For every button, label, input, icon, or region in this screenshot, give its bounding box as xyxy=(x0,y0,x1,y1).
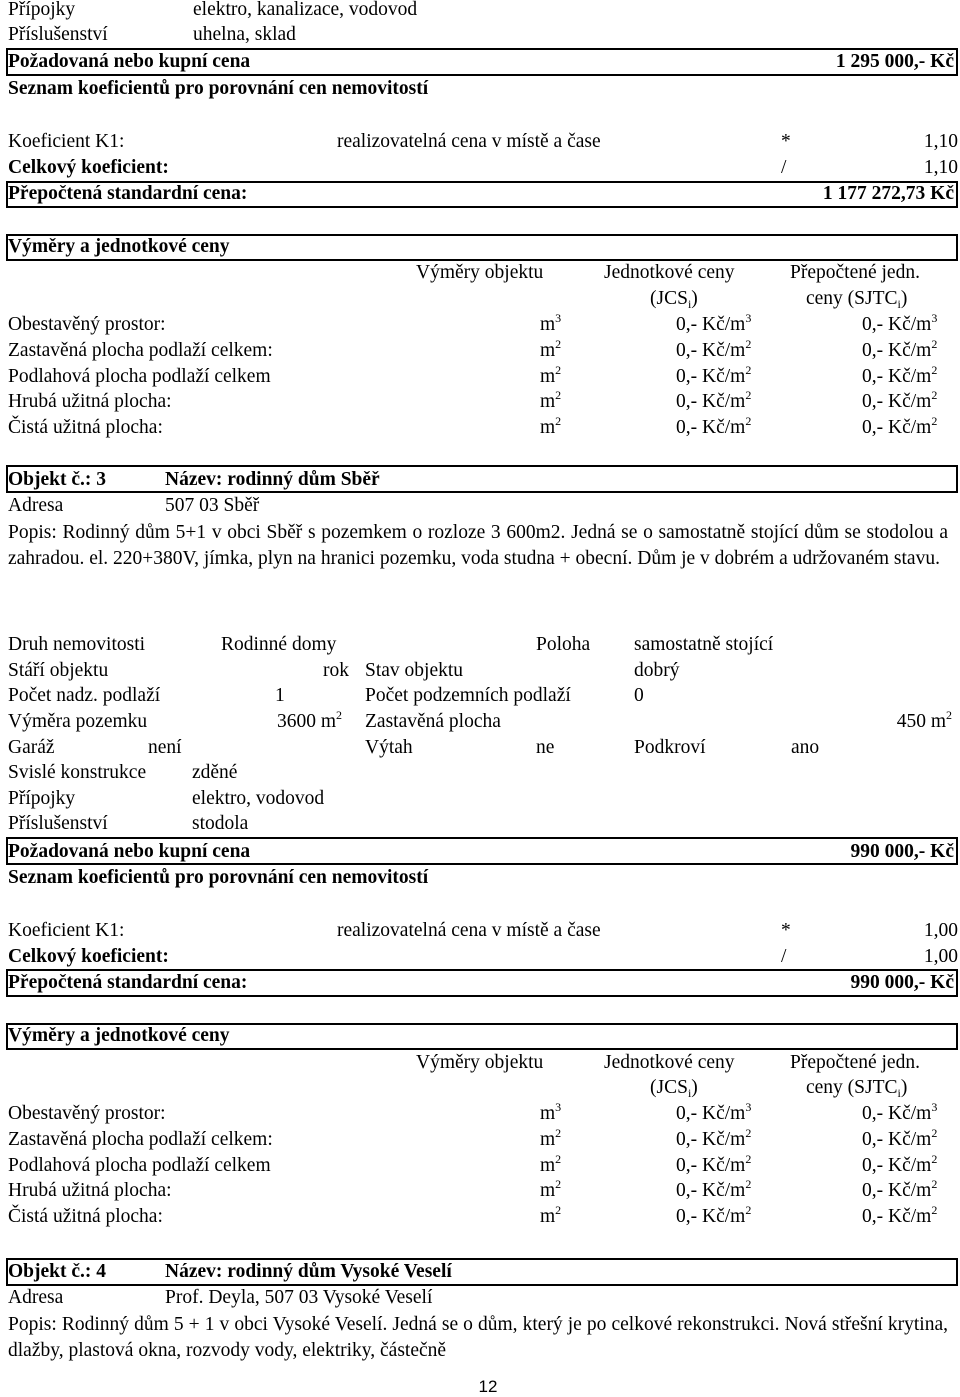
seznam-koeficientu-title: Seznam koeficientů pro porovnání cen nemovitostí xyxy=(8,867,429,888)
divider xyxy=(6,206,958,208)
row-jcs: 0,- $Kč/m^3$ xyxy=(676,311,752,335)
objekt-number: Objekt č.: 4 xyxy=(8,1261,107,1282)
vymera-pozemku-value: 3600 $m^2$ xyxy=(277,708,343,732)
row-jcs: 0,- $Kč/m^2$ xyxy=(676,362,752,387)
prislusenstvi-label: Příslušenství xyxy=(8,24,108,45)
divider xyxy=(6,465,958,467)
koeficient-k1-operator: * xyxy=(781,131,791,152)
row-sjtc: 0,- $Kč/m^2$ xyxy=(862,1177,938,1202)
row-sjtc: 0,- $Kč/m^3$ xyxy=(862,1100,938,1124)
vytah-label: Výtah xyxy=(365,737,413,758)
stari-objektu-label: Stáří objektu xyxy=(8,660,109,681)
standardni-cena-value: 990 000,- Kč xyxy=(850,972,954,993)
druh-nemovitosti-value: Rodinné domy xyxy=(221,634,337,655)
row-unit: $m^3$ xyxy=(540,1100,562,1124)
pripojky-value: elektro, vodovod xyxy=(192,788,325,809)
podkrovi-value: ano xyxy=(791,737,820,758)
popis-text: Popis: Rodinný dům 5 + 1 v obci Vysoké Veselí. Jedná se o dům, který je po celkové rekonstrukci. Nová střešní krytina, dlažby, plastová okna, rozvody vody, elektriky, částečně xyxy=(8,1314,948,1361)
row-jcs: 0,- $Kč/m^2$ xyxy=(676,388,752,413)
divider xyxy=(6,491,958,493)
header-vymery-objektu: Výměry objektu xyxy=(416,1052,544,1073)
objekt-number: Objekt č.: 3 xyxy=(8,469,107,490)
pocet-nadz-value: 1 xyxy=(275,685,285,706)
adresa-label: Adresa xyxy=(8,1287,64,1308)
pocet-podz-label: Počet podzemních podlaží xyxy=(365,685,571,706)
divider xyxy=(6,837,958,839)
pripojky-label: Přípojky xyxy=(8,788,76,809)
header-jednotkove-ceny: Jednotkové ceny xyxy=(604,1052,735,1073)
garaz-value: není xyxy=(148,737,182,758)
row-unit: $m^2$ xyxy=(540,1151,562,1176)
pozadovana-cena-label: Požadovaná nebo kupní cena xyxy=(8,51,251,72)
row-unit: $m^2$ xyxy=(540,1177,562,1202)
pripojky-value: elektro, kanalizace, vodovod xyxy=(193,0,418,20)
pozadovana-cena-value: 990 000,- Kč xyxy=(850,841,954,862)
zastavena-plocha-label: Zastavěná plocha xyxy=(365,711,501,732)
divider xyxy=(6,1048,958,1050)
pocet-nadz-label: Počet nadz. podlaží xyxy=(8,685,161,706)
row-label: Čistá užitná plocha: xyxy=(8,417,163,439)
pozadovana-cena-label: Požadovaná nebo kupní cena xyxy=(8,841,251,862)
header-jcs: $(JCS_i)$ xyxy=(650,288,698,311)
celkovy-koeficient-operator: / xyxy=(781,157,787,178)
prislusenstvi-value: uhelna, sklad xyxy=(193,24,296,45)
vymery-title: Výměry a jednotkové ceny xyxy=(8,236,230,257)
row-jcs: 0,- $Kč/m^2$ xyxy=(676,1125,752,1150)
header-sjtc: ceny $(SJTC_i)$ xyxy=(806,1077,908,1100)
divider xyxy=(6,259,958,261)
divider xyxy=(956,1258,958,1284)
row-sjtc: 0,- $Kč/m^2$ xyxy=(862,414,938,439)
vymera-pozemku-label: Výměra pozemku xyxy=(8,711,148,732)
row-unit: $m^2$ xyxy=(540,336,562,361)
koeficient-k1-operator: * xyxy=(781,920,791,941)
header-vymery-objektu: Výměry objektu xyxy=(416,262,544,283)
koeficient-k1-value: 1,00 xyxy=(923,920,958,941)
row-label: Podlahová plocha podlaží celkem xyxy=(8,365,271,387)
header-sjtc: ceny $(SJTC_i)$ xyxy=(806,288,908,311)
divider xyxy=(956,837,958,863)
koeficient-k1-label: Koeficient K1: xyxy=(8,920,125,941)
row-unit: $m^2$ xyxy=(540,1203,562,1228)
header-jednotkove-ceny: Jednotkové ceny xyxy=(604,262,735,283)
poloha-label: Poloha xyxy=(536,634,591,655)
row-unit: $m^2$ xyxy=(540,388,562,413)
row-jcs: 0,- $Kč/m^2$ xyxy=(676,336,752,361)
header-prepoctene: Přepočtené jedn. xyxy=(790,1052,920,1073)
row-sjtc: 0,- $Kč/m^2$ xyxy=(862,362,938,387)
vymery-title: Výměry a jednotkové ceny xyxy=(8,1025,230,1046)
druh-nemovitosti-label: Druh nemovitosti xyxy=(8,634,146,655)
garaz-label: Garáž xyxy=(8,737,55,758)
stav-objektu-value: dobrý xyxy=(634,660,680,681)
standardni-cena-value: 1 177 272,73 Kč xyxy=(822,183,954,204)
row-unit: $m^2$ xyxy=(540,414,562,439)
row-unit: $m^2$ xyxy=(540,1125,562,1150)
row-unit: $m^2$ xyxy=(540,362,562,387)
koeficient-k1-label: Koeficient K1: xyxy=(8,131,125,152)
celkovy-koeficient-operator: / xyxy=(781,946,787,967)
standardni-cena-label: Přepočtená standardní cena: xyxy=(8,972,248,993)
row-sjtc: 0,- $Kč/m^2$ xyxy=(862,336,938,361)
divider xyxy=(956,1023,958,1049)
page-number: 12 xyxy=(478,1377,498,1396)
divider xyxy=(6,995,958,997)
svisle-konstrukce-value: zděné xyxy=(192,762,238,783)
row-label: Obestavěný prostor: xyxy=(8,314,166,335)
divider xyxy=(6,74,958,76)
row-jcs: 0,- $Kč/m^3$ xyxy=(676,1100,752,1124)
prislusenstvi-value: stodola xyxy=(192,813,249,834)
adresa-value: 507 03 Sběř xyxy=(165,495,260,516)
pozadovana-cena-value: 1 295 000,- Kč xyxy=(835,51,954,72)
row-label: Čistá užitná plocha: xyxy=(8,1206,163,1228)
prislusenstvi-label: Příslušenství xyxy=(8,813,108,834)
divider xyxy=(956,969,958,995)
divider xyxy=(956,181,958,207)
pripojky-label: Přípojky xyxy=(8,0,76,20)
divider xyxy=(956,234,958,260)
vytah-value: ne xyxy=(536,737,555,758)
stari-objektu-unit: rok xyxy=(323,660,349,681)
celkovy-koeficient-value: 1,00 xyxy=(923,946,958,967)
celkovy-koeficient-label: Celkový koeficient: xyxy=(8,946,169,967)
celkovy-koeficient-value: 1,10 xyxy=(923,157,958,178)
adresa-value: Prof. Deyla, 507 03 Vysoké Veselí xyxy=(165,1287,433,1308)
row-sjtc: 0,- $Kč/m^2$ xyxy=(862,1151,938,1176)
row-label: Zastavěná plocha podlaží celkem: xyxy=(8,339,273,361)
row-label: Hrubá užitná plocha: xyxy=(8,1180,172,1202)
header-prepoctene: Přepočtené jedn. xyxy=(790,262,920,283)
divider xyxy=(6,969,958,971)
popis-text: Popis: Rodinný dům 5+1 v obci Sběř s pozemkem o rozloze 3 600m2. Jedná se o samostatně stojící dům se stodolou a zahradou. el. 220+380V, jímka, plyn na hranici pozemku, voda studna + obecní. Dům je v dobrém a udržovaném stavu. xyxy=(8,522,948,569)
objekt-nazev: Název: rodinný dům Vysoké Veselí xyxy=(165,1261,452,1282)
adresa-label: Adresa xyxy=(8,495,64,516)
stav-objektu-label: Stav objektu xyxy=(365,660,464,681)
zastavena-plocha-value: 450 $m^2$ xyxy=(896,708,952,732)
row-jcs: 0,- $Kč/m^2$ xyxy=(676,1203,752,1228)
koeficient-k1-description: realizovatelná cena v místě a čase xyxy=(337,920,601,941)
poloha-value: samostatně stojící xyxy=(634,634,774,655)
row-jcs: 0,- $Kč/m^2$ xyxy=(676,1151,752,1176)
podkrovi-label: Podkroví xyxy=(634,737,706,758)
divider xyxy=(6,1284,958,1286)
row-sjtc: 0,- $Kč/m^2$ xyxy=(862,388,938,413)
seznam-koeficientu-title: Seznam koeficientů pro porovnání cen nemovitostí xyxy=(8,78,429,99)
koeficient-k1-value: 1,10 xyxy=(923,131,958,152)
row-sjtc: 0,- $Kč/m^3$ xyxy=(862,311,938,335)
row-jcs: 0,- $Kč/m^2$ xyxy=(676,414,752,439)
divider xyxy=(6,863,958,865)
row-label: Hrubá užitná plocha: xyxy=(8,391,172,413)
row-label: Obestavěný prostor: xyxy=(8,1103,166,1124)
row-label: Zastavěná plocha podlaží celkem: xyxy=(8,1128,273,1150)
row-sjtc: 0,- $Kč/m^2$ xyxy=(862,1203,938,1228)
row-unit: $m^3$ xyxy=(540,311,562,335)
header-jcs: $(JCS_i)$ xyxy=(650,1077,698,1100)
objekt-nazev: Název: rodinný dům Sběř xyxy=(165,469,380,490)
pocet-podz-value: 0 xyxy=(634,685,644,706)
divider xyxy=(6,1258,958,1260)
standardni-cena-label: Přepočtená standardní cena: xyxy=(8,183,248,204)
row-label: Podlahová plocha podlaží celkem xyxy=(8,1154,271,1176)
row-sjtc: 0,- $Kč/m^2$ xyxy=(862,1125,938,1150)
divider xyxy=(6,48,958,50)
koeficient-k1-description: realizovatelná cena v místě a čase xyxy=(337,131,601,152)
svisle-konstrukce-label: Svislé konstrukce xyxy=(8,762,147,783)
celkovy-koeficient-label: Celkový koeficient: xyxy=(8,157,169,178)
divider xyxy=(956,48,958,74)
row-jcs: 0,- $Kč/m^2$ xyxy=(676,1177,752,1202)
divider xyxy=(956,465,958,491)
